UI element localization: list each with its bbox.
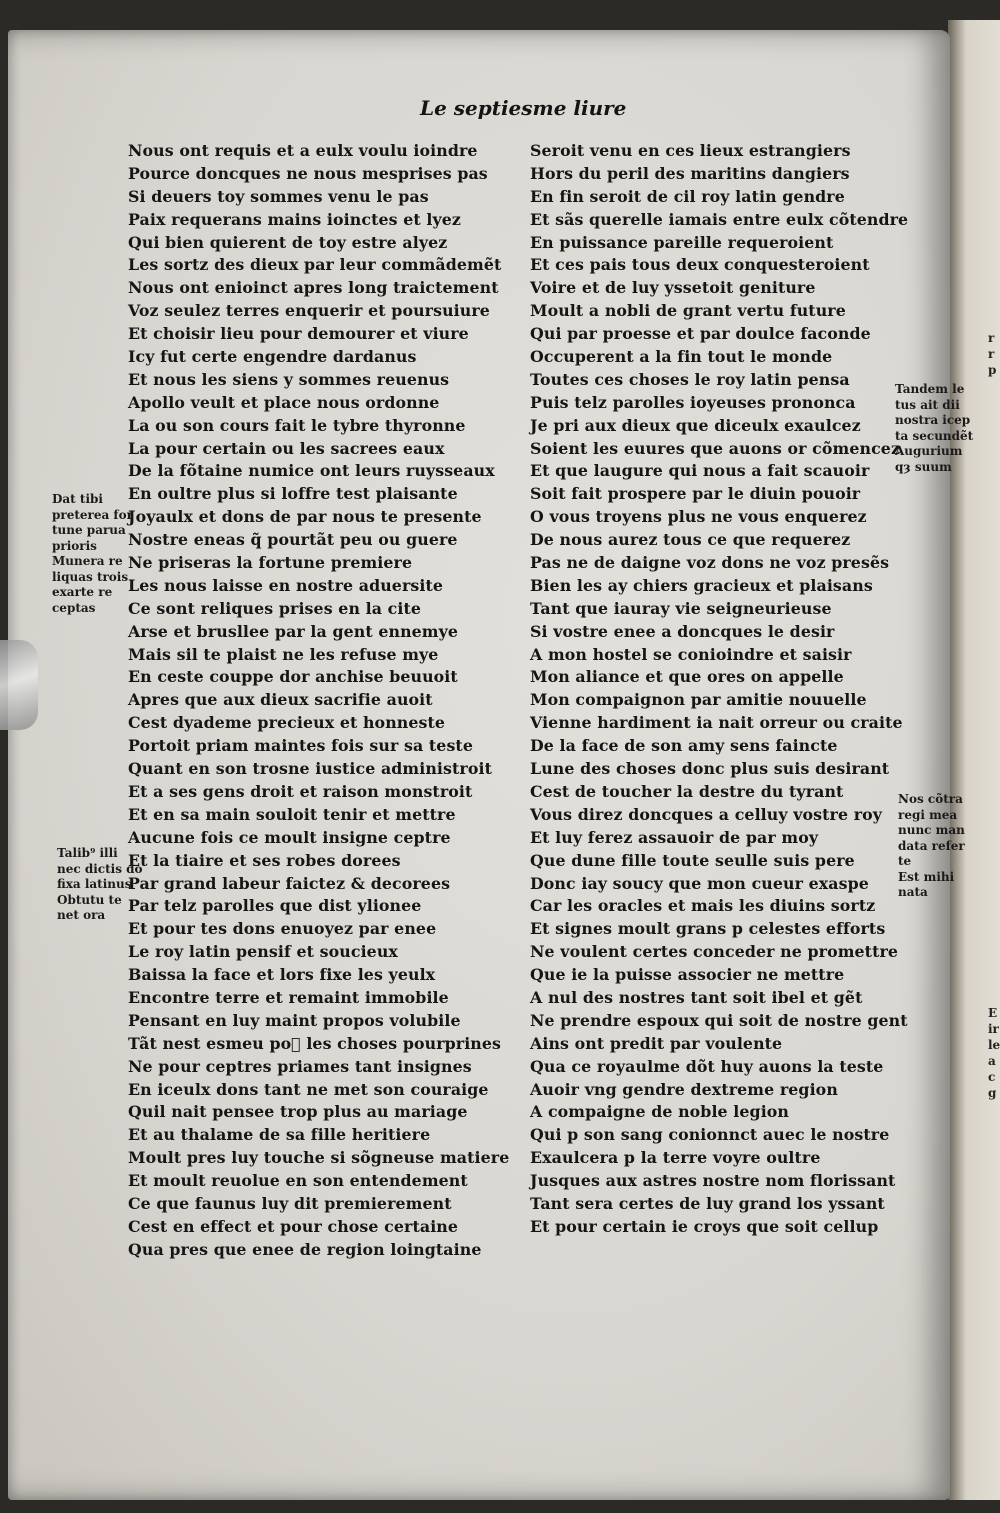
marginal-note-left-bottom [57, 846, 143, 924]
verse-line: Mais sil te plaist ne les refuse mye [128, 644, 439, 664]
verse-line: Tant que iauray vie seigneurieuse [530, 598, 832, 618]
verse-line: Soient les euures que auons or cõmencez [530, 438, 901, 458]
adjacent-page-text-top [988, 330, 996, 378]
verse-line: Et moult reuolue en son entendement [128, 1171, 468, 1191]
verse-line: Qua pres que enee de region loingtaine [128, 1239, 482, 1259]
verse-line: Lune des choses donc plus suis desirant [530, 759, 890, 779]
verse-line: A nul des nostres tant soit ibel et gẽt [530, 987, 863, 1007]
verse-line: Voz seulez terres enquerir et poursuiure [128, 301, 490, 321]
verse-line: Le roy latin pensif et soucieux [128, 942, 398, 962]
marginal-line: liquas trois [52, 569, 129, 584]
verse-line: Occuperent a la fin tout le monde [530, 347, 833, 367]
marginal-line: fixa latinus [57, 877, 132, 891]
verse-line: Et pour certain ie croys que soit cellup [530, 1216, 879, 1236]
marginal-line: Augurium [895, 444, 963, 458]
verse-line: Ce que faunus luy dit premierement [128, 1193, 452, 1213]
verse-line: Et signes moult grans p celestes efforts [530, 919, 886, 939]
marginal-line: Talib⁹ illi [57, 846, 118, 860]
verse-line: Icy fut certe engendre dardanus [128, 347, 417, 367]
verse-line: La ou son cours fait le tybre thyronne [128, 415, 466, 435]
verse-line: Ne priseras la fortune premiere [128, 553, 413, 573]
verse-line: Et que laugure qui nous a fait scauoir [530, 461, 870, 481]
verse-line: Soit fait prospere par le diuin pouoir [530, 484, 861, 504]
verse-line: Moult a nobli de grant vertu future [530, 301, 846, 321]
verse-line: De nous aurez tous ce que requerez [530, 530, 851, 550]
verse-line: Ains ont predit par voulente [530, 1033, 783, 1053]
verse-line: Vous direz doncques a celluy vostre roy [530, 804, 883, 824]
verse-line: Nous ont enioinct apres long traictement [128, 278, 499, 298]
verse-line: Les sortz des dieux par leur commãdemẽt [128, 255, 502, 275]
fragment: ir [988, 1022, 999, 1036]
verse-line: En fin seroit de cil roy latin gendre [530, 186, 845, 206]
verse-line: Cest dyademe precieux et honneste [128, 713, 446, 733]
marginal-line: nostra icep [895, 413, 971, 427]
verse-line: Puis telz parolles ioyeuses prononca [530, 392, 856, 412]
verse-line: Toutes ces choses le roy latin pensa [530, 369, 850, 389]
verse-line: En oultre plus si loffre test plaisante [128, 484, 458, 504]
marginal-line: preterea for [52, 507, 133, 522]
marginal-line: prioris [52, 538, 97, 553]
verse-line: Cest en effect et pour chose certaine [128, 1216, 459, 1236]
verse-line: Paix requerans mains ioinctes et lyez [128, 209, 461, 229]
running-head: Le septiesme liure [420, 96, 627, 120]
marginal-line: nunc man [898, 823, 965, 837]
verse-line: Encontre terre et remaint immobile [128, 987, 449, 1007]
marginal-line: Est mihi [898, 869, 955, 884]
verse-line: Apollo veult et place nous ordonne [128, 392, 440, 412]
left-text-column [128, 140, 509, 1262]
marginal-note-right-top [895, 382, 973, 475]
verse-line: Qui p son sang conionnct auec le nostre [530, 1125, 890, 1145]
verse-line: De la fõtaine numice ont leurs ruysseaux [128, 461, 495, 481]
fragment: a [988, 1054, 996, 1068]
verse-line: Les nous laisse en nostre aduersite [128, 575, 444, 595]
fragment: E [988, 1006, 998, 1020]
verse-line: Et nous les siens y sommes reuenus [128, 369, 450, 389]
verse-line: Ne voulent certes conceder ne promettre [530, 942, 899, 962]
verse-line: Seroit venu en ces lieux estrangiers [530, 141, 851, 160]
verse-line: O vous troyens plus ne vous enquerez [530, 507, 867, 527]
verse-line: Joyaulx et dons de par nous te presente [128, 507, 482, 527]
marginal-line: exarte re [52, 585, 113, 599]
verse-line: Qua ce royaulme dõt huy auons la teste [530, 1056, 884, 1076]
verse-line: Que dune fille toute seulle suis pere [530, 850, 855, 870]
verse-line: Et la tiaire et ses robes dorees [128, 850, 401, 870]
marginal-line: Dat tibi [52, 492, 103, 506]
verse-line: Arse et brusllee par la gent ennemye [128, 621, 459, 641]
verse-line: Tãt nest esmeu po᷑ les choses pourprines [128, 1033, 502, 1053]
marginal-line: te [898, 854, 912, 868]
verse-line: Jusques aux astres nostre nom florissant [530, 1171, 896, 1191]
verse-line: Vienne hardiment ia nait orreur ou craite [530, 713, 903, 733]
verse-line: Qui par proesse et par doulce faconde [530, 324, 871, 344]
verse-line: Voire et de luy yssetoit geniture [530, 278, 816, 298]
right-text-column [530, 140, 908, 1239]
verse-line: En ceste couppe dor anchise beuuoit [128, 667, 458, 687]
marginal-line: net ora [57, 908, 106, 922]
verse-line: Et en sa main souloit tenir et mettre [128, 804, 456, 824]
verse-line: Et a ses gens droit et raison monstroit [128, 781, 473, 801]
marginal-note-right-bottom [898, 792, 965, 901]
fragment: r [988, 347, 995, 361]
verse-line: Je pri aux dieux que diceulx exaulcez [530, 415, 861, 435]
verse-line: Et ces pais tous deux conquesteroient [530, 255, 870, 275]
verse-line: Ne pour ceptres priames tant insignes [128, 1056, 472, 1076]
verse-line: Ne prendre espoux qui soit de nostre gent [530, 1010, 908, 1030]
verse-line: Si vostre enee a doncques le desir [530, 621, 835, 641]
marginal-line: Tandem le [895, 382, 965, 396]
verse-line: Par grand labeur faictez & decorees [128, 873, 451, 893]
fragment: p [988, 363, 997, 377]
verse-line: Exaulcera p la terre voyre oultre [530, 1148, 821, 1168]
verse-line: Cest de toucher la destre du tyrant [530, 781, 844, 801]
marginal-line: Munera re [52, 554, 123, 568]
verse-line: Que ie la puisse associer ne mettre [530, 965, 845, 985]
verse-line: Mon compaignon par amitie nouuelle [530, 690, 867, 710]
verse-line: Nous ont requis et a eulx voulu ioindre [128, 141, 478, 160]
verse-line: A compaigne de noble legion [530, 1102, 790, 1122]
marginal-line: ceptas [52, 600, 96, 615]
verse-line: Et au thalame de sa fille heritiere [128, 1125, 431, 1145]
verse-line: Bien les ay chiers gracieux et plaisans [530, 575, 873, 595]
marginal-line: regi mea [898, 807, 958, 822]
marginal-line: tus ait dii [895, 397, 960, 412]
verse-line: Baissa la face et lors fixe les yeulx [128, 965, 436, 985]
verse-line: Ce sont reliques prises en la cite [128, 598, 422, 618]
verse-line: Qui bien quierent de toy estre alyez [128, 232, 448, 252]
verse-line: A mon hostel se conioindre et saisir [530, 644, 852, 664]
verse-line: Quant en son trosne iustice administroit [128, 759, 492, 779]
verse-line: Quil nait pensee trop plus au mariage [128, 1102, 468, 1122]
marginal-note-left-top [52, 492, 133, 616]
verse-line: Pas ne de daigne voz dons ne voz presẽs [530, 553, 890, 573]
verse-line: Car les oracles et mais les diuins sortz [530, 896, 876, 916]
verse-line: Moult pres luy touche si sõgneuse matiere [128, 1148, 510, 1168]
verse-line: Apres que aux dieux sacrifie auoit [128, 690, 433, 710]
verse-line: Pource doncques ne nous mesprises pas [128, 163, 488, 183]
verse-line: En puissance pareille requeroient [530, 232, 834, 252]
marginal-line: nata [898, 885, 928, 899]
fragment: g [988, 1086, 997, 1100]
marginal-line: data refer [898, 838, 965, 853]
marginal-line: nec dictis do [57, 861, 143, 876]
verse-line: Portoit priam maintes fois sur sa teste [128, 736, 473, 756]
verse-line: Et pour tes dons enuoyez par enee [128, 919, 437, 939]
marginal-line: qȝ suum [895, 459, 952, 474]
marginal-line: tune parua [52, 523, 126, 537]
marginal-line: Nos cõtra [898, 792, 963, 806]
fragment: le [988, 1038, 1000, 1052]
verse-line: Auoir vng gendre dextreme region [530, 1079, 838, 1099]
verse-line: Et choisir lieu pour demourer et viure [128, 324, 469, 344]
verse-line: Par telz parolles que dist ylionee [128, 896, 422, 916]
verse-line: Donc iay soucy que mon cueur exaspe [530, 873, 869, 893]
verse-line: En iceulx dons tant ne met son couraige [128, 1079, 489, 1099]
book-clip [0, 640, 38, 730]
fragment: c [988, 1070, 996, 1084]
adjacent-page-text-bottom [988, 1005, 1000, 1101]
verse-line: De la face de son amy sens faincte [530, 736, 838, 756]
verse-line: Pensant en luy maint propos volubile [128, 1010, 461, 1030]
fragment: r [988, 331, 995, 345]
verse-line: Et luy ferez assauoir de par moy [530, 827, 819, 847]
adjacent-page-edge [948, 20, 1000, 1500]
verse-line: Hors du peril des maritins dangiers [530, 163, 850, 183]
marginal-line: ta secundẽt [895, 428, 974, 443]
verse-line: La pour certain ou les sacrees eaux [128, 438, 445, 458]
verse-line: Nostre eneas q̃ pourtãt peu ou guere [128, 530, 458, 550]
marginal-line: Obtutu te [57, 892, 122, 907]
verse-line: Et sãs querelle iamais entre eulx cõtendre [530, 209, 909, 229]
verse-line: Aucune fois ce moult insigne ceptre [128, 827, 451, 847]
verse-line: Mon aliance et que ores on appelle [530, 667, 844, 687]
verse-line: Tant sera certes de luy grand los yssant [530, 1193, 885, 1213]
verse-line: Si deuers toy sommes venu le pas [128, 186, 429, 206]
